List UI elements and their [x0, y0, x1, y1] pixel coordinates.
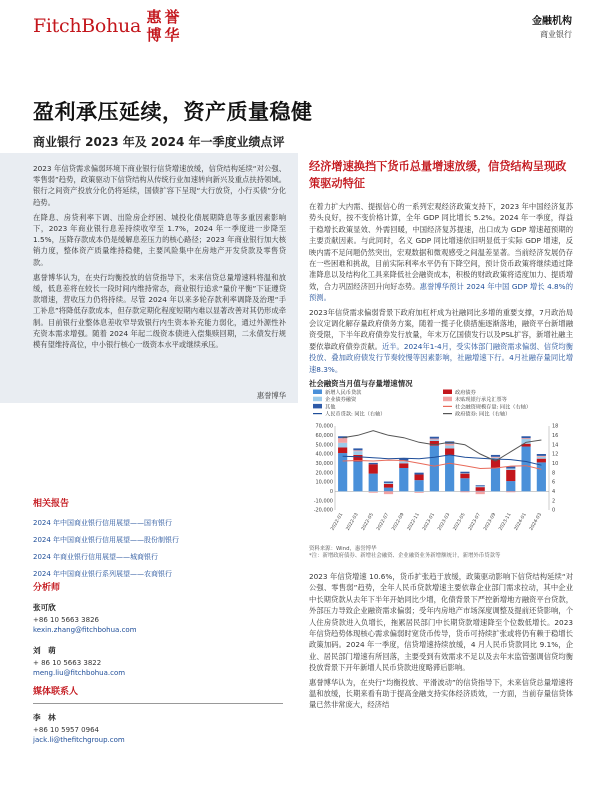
bar-segment [399, 468, 408, 491]
bar-segment [491, 455, 500, 457]
bar-segment [476, 485, 485, 486]
logo-wordmark: FitchBohua [33, 15, 141, 37]
legend-swatch [313, 397, 322, 402]
fitchbohua-logo [33, 8, 181, 44]
title-block [33, 96, 573, 150]
media-contact-email[interactable]: jack.li@thefitchgroup.com [33, 736, 125, 744]
x-tick-label: 2022-05 [361, 512, 375, 532]
bar-segment [353, 450, 362, 451]
bar-segment [460, 491, 469, 492]
left-tick-label: 30,000 [315, 460, 333, 467]
x-tick-label: 2022-01 [330, 512, 345, 532]
chart-canvas [309, 388, 573, 544]
x-tick-label: 2022-07 [376, 512, 391, 532]
bar-segment [506, 481, 515, 491]
x-tick-label: 2023-03 [437, 512, 452, 532]
analyst-name: 张可欣 [33, 603, 56, 612]
bar-segment [537, 454, 546, 456]
summary-signature-wrap [0, 383, 286, 402]
legend-swatch [443, 390, 452, 395]
bar-segment [506, 468, 515, 469]
bar-segment [430, 437, 439, 439]
x-tick-label: 2023-01 [422, 512, 437, 532]
analyst-name: 刘 萌 [33, 646, 56, 655]
legend-label: 未贴现银行承兑汇票等 [455, 397, 507, 404]
bar-segment [353, 448, 362, 450]
left-tick-label: -10,000 [313, 498, 333, 505]
x-tick-label: 2024-01 [513, 512, 528, 532]
left-tick-label: 10,000 [315, 479, 333, 486]
bar-segment [399, 463, 408, 468]
bar-segment [460, 478, 469, 491]
analysts-section [33, 580, 283, 688]
bar-segment [338, 438, 347, 443]
summary-paragraph: 2023 年信贷需求偏弱环境下商业银行信贷增速放缓，信贷结构延续“对公强、零售弱”趋势，政策驱动下信贷结构从传统行业加速转向新兴及重点扶持领域。银行之间资产投放分化仍将延续，国债扩容下呈现“大行放贷，小行买债”分化趋势。 [33, 164, 286, 207]
bar-segment [506, 491, 515, 492]
bar-segment [430, 446, 439, 492]
body-paragraph: 2023 年信贷增速 10.6%，货币扩张趋于放缓，政策驱动影响下信贷结构延续“对公强、零售弱”趋势，全年人民币贷款增速主要依靠企业部门需求拉动，其中企业中长期贷款从去年下半年开始同比少增，化债背景下严控新增地方融资平台贷款，外部压力导致企业融资需求偏弱；受年内房地产市场深度调整及提前还贷影响，个人住房贷款进入负增长，拖累居民部门中长期贷款增速降至个位数低增长。2023 年信贷趋势体现核心需求偏弱时宽货币传导，货币可持续扩张或将仍有赖于稳增长政策加码。2024 年一季度，信贷增速持续放缓，4 月人民币贷款同比 9.1%，企业、居民部门增速有所回落，主要受到有效需求不足以及去年末监管强调信贷均衡投放背景下开年新增人民币贷款进度略滞后影响。 [309, 572, 573, 673]
legend-label: 人民币贷款: 同比（右轴） [325, 411, 386, 418]
bar-segment [414, 492, 423, 493]
bar-segment [521, 436, 530, 438]
bar-segment [384, 484, 393, 488]
right-tick-label: 10 [552, 460, 559, 467]
bar-segment [491, 468, 500, 491]
chart-title: 社会融资当月值与存量增速情况 [309, 379, 413, 388]
left-tick-label: 70,000 [315, 423, 333, 430]
bar-segment [537, 456, 546, 457]
sector-label-block [532, 12, 572, 40]
legend-label: 社会融资规模存量: 同比（右轴） [455, 404, 532, 411]
legend-label: 政府债券: 同比（右轴） [455, 411, 511, 418]
bar-segment [491, 457, 500, 458]
media-contact-heading: 媒体联系人 [33, 684, 283, 704]
left-tick-label: -20,000 [313, 507, 333, 514]
bar-segment [399, 461, 408, 463]
right-tick-label: 0 [552, 507, 556, 514]
report-subtitle: 商业银行 2023 年及 2024 年一季度业绩点评 [33, 135, 285, 149]
body-paragraph: 惠誉博华认为，在央行“均衡投放、平滑波动”的信贷指导下，未来信贷总量增速将温和放缓，长期来看有助于提高金融支持实体经济质效，一方面，当前存量信贷体量已然非常庞大，经济结 [309, 677, 573, 710]
x-tick-label: 2023-07 [468, 512, 482, 532]
related-reports [33, 496, 283, 586]
legend-label: 政府债券 [455, 390, 476, 396]
body-highlight: 惠誉博华预计 2024 年中国 GDP 增长 4.8%的预测。 [309, 281, 573, 303]
legend-label: 新增人民币贷款 [325, 390, 362, 396]
bar-segment [476, 487, 485, 491]
body-highlight: 近半。2024年1-4月，受实体部门融资需求偏弱、信贷均衡投放、叠加政府债发行节奏较慢等因素影响，社融增速下行。4月社融存量同比增速8.3%。 [309, 341, 573, 374]
bar-segment [369, 463, 378, 464]
bar-segment [476, 486, 485, 487]
subsector-label: 商业银行 [540, 30, 572, 39]
body-text: 2023年信贷需求偏弱背景下政府加杠杆成为社融同比多增的重要支撑，7月政治局会议定调化解存量政府债务方案，随着一揽子化债措施逐渐落地，融资平台新增融资受限，下半年政府债券发行放量，年末万亿国债发行以及PSL扩容，新增社融主要依靠政府债券贡献。 [309, 307, 574, 351]
bar-segment [353, 451, 362, 455]
logo-seal-char: 华 [164, 26, 180, 44]
x-tick-label: 2022-11 [406, 512, 421, 532]
bar-segment [537, 459, 546, 463]
logo-seal-char: 惠 [146, 8, 162, 26]
bar-segment [384, 483, 393, 484]
social-financing-chart [309, 378, 573, 563]
legend-label: 企业债券融资 [325, 397, 357, 404]
related-report-link[interactable]: 2024 年商业银行信用展望——城商银行 [33, 553, 159, 561]
bar-segment [369, 474, 378, 492]
media-contact-name: 李 林 [33, 713, 56, 722]
bar-segment [414, 473, 423, 475]
bar-segment [414, 480, 423, 491]
analyst-phone: +86 10 5663 3826 [33, 616, 99, 624]
bar-segment [476, 491, 485, 494]
main-column-lower [309, 571, 573, 714]
legend-swatch [443, 397, 452, 402]
summary-box [0, 153, 298, 403]
related-reports-heading: 相关报告 [33, 499, 70, 509]
bar-segment [445, 446, 454, 449]
report-header [0, 0, 600, 50]
bar-segment [384, 491, 393, 494]
bar-segment [384, 488, 393, 492]
bar-segment [537, 462, 546, 491]
bar-segment [445, 455, 454, 491]
bar-segment [521, 438, 530, 439]
bar-segment [521, 447, 530, 492]
summary-signature: 惠誉博华 [256, 391, 286, 400]
bar-segment [430, 439, 439, 440]
x-tick-label: 2023-09 [483, 512, 498, 532]
right-tick-label: 16 [552, 432, 559, 439]
chart-source: 资料来源：Wind，惠誉博华 [309, 546, 377, 552]
bar-segment [537, 457, 546, 459]
analyst-card [33, 602, 283, 635]
related-report-link[interactable]: 2024 年中国商业银行系列展望——农商银行 [33, 570, 173, 578]
logo-seal-char: 誉 [164, 8, 180, 26]
x-tick-label: 2022-03 [345, 512, 360, 532]
right-tick-label: 12 [552, 451, 559, 458]
left-tick-label: 40,000 [315, 451, 333, 458]
x-tick-label: 2022-09 [391, 512, 406, 532]
logo-seal [145, 8, 181, 44]
media-contact-section [33, 684, 283, 745]
analyst-email[interactable]: meng.liu@fitchbohua.com [33, 669, 126, 677]
right-tick-label: 14 [552, 442, 559, 449]
left-tick-label: 20,000 [315, 470, 333, 477]
bar-segment [460, 474, 469, 479]
bar-segment [338, 447, 347, 453]
bar-segment [506, 470, 515, 481]
related-report-link[interactable]: 2024 年中国商业银行信用展望——国有银行 [33, 519, 173, 527]
analysts-heading: 分析师 [33, 583, 61, 593]
bar-segment [414, 475, 423, 481]
bar-segment [414, 491, 423, 492]
bar-segment [460, 472, 469, 473]
bar-segment [369, 464, 378, 473]
x-tick-label: 2023-05 [452, 512, 467, 532]
report-title: 盈利承压延续，资产质量稳健 [33, 100, 313, 124]
bar-segment [338, 443, 347, 448]
sector-label: 金融机构 [532, 16, 572, 27]
bar-segment [353, 461, 362, 491]
left-tick-label: 0 [329, 488, 333, 495]
x-tick-label: 2023-11 [498, 512, 513, 532]
bar-segment [445, 448, 454, 455]
related-report-link[interactable]: 2024 年中国商业银行信用展望——股份制银行 [33, 536, 180, 544]
summary-paragraph: 惠誉博华认为，在央行均衡投放的信贷指导下，未来信贷总量增速料将温和放缓，低息差将在较长一段时间内维持常态，商业银行追求“量价平衡”下证遵贷款增速，营收压力仍将持续。尽管 2024 年以来多轮存款利率调降及治理“手工补息”将降低存款成本，但存款定期化程度短期内难以显著改善对其仍形成牵制。目前银行业整体息差收窄导致银行内生资本补充能力弱化，通过外源性补充资本需求增强。随着 2024 年起二级资本债进入偿集赎回期，二永债发行规模有望维持高位，中小银行核心一级资本水平或继续承压。 [33, 272, 286, 350]
analyst-email[interactable]: kexin.zhang@fitchbohua.com [33, 626, 137, 634]
analyst-card [33, 645, 283, 678]
media-contact-phone: +86 10 5957 0964 [33, 726, 99, 734]
main-column [309, 158, 573, 378]
body-paragraph [309, 307, 573, 375]
right-tick-label: 18 [552, 423, 559, 430]
legend-swatch [313, 404, 322, 409]
bar-segment [445, 444, 454, 446]
body-text: 在着力扩大内需、提振信心的一系列宏观经济政策支持下，2023 年中国经济复苏势头良好，按不变价格计算，全年 GDP 同比增长 5.2%。2024 年一季度，得益于稳增长政策显效、外需回暖，中国经济复苏提速，出口成为 GDP 增速超预期的主要贡献因素。与此同时，名义 GDP 同比增速依旧明显低于实际 GDP 增速，反映内需不足问题仍然突出，宏观数据和微观感受之间温差显著。当前经济发展仍存在一些困难和挑战，目前实际利率水平仍有下降空间，预计货币政策将继续通过降准降息以及结构化工具来降低社会融资成本，积极的财政政策将适度加力、提质增效，合力巩固经济回升向好态势。 [309, 202, 573, 291]
section-heading: 经济增速换挡下货币总量增速放缓，信贷结构呈现政策驱动特征 [309, 160, 567, 190]
bar-segment [430, 440, 439, 441]
bar-segment [384, 482, 393, 483]
right-tick-label: 4 [552, 488, 556, 495]
x-tick-label: 2024-03 [529, 512, 544, 532]
right-tick-label: 8 [552, 470, 556, 477]
bar-segment [369, 492, 378, 493]
left-tick-label: 50,000 [315, 442, 333, 449]
logo-seal-char: 博 [146, 26, 162, 44]
bar-segment [338, 453, 347, 491]
right-tick-label: 6 [552, 479, 556, 486]
chart-note: *注：新增政府债券、新增社会融资、企业融资业务新增额统计，新增外币贷款等 [309, 553, 501, 559]
body-paragraph [309, 201, 573, 304]
right-tick-label: 2 [552, 498, 556, 505]
legend-swatch [313, 390, 322, 395]
summary-paragraph: 在降息、房贷利率下调、出险房企纾困、城投化债展期降息等多重因素影响下，2023 年商业银行息差持续收窄至 1.7%，2024 年一季度进一步降至 1.5%，压降存款成本仍是缓解息差压力的核心路径；2023 年商业银行加大核销力度，整体资产质量维持稳健，主要风险集中在房地产开发贷款及零售贷款。 [33, 212, 286, 267]
left-tick-label: 60,000 [315, 432, 333, 439]
legend-label: 其他 [325, 404, 336, 411]
analyst-phone: + 86 10 5663 3822 [33, 659, 102, 667]
